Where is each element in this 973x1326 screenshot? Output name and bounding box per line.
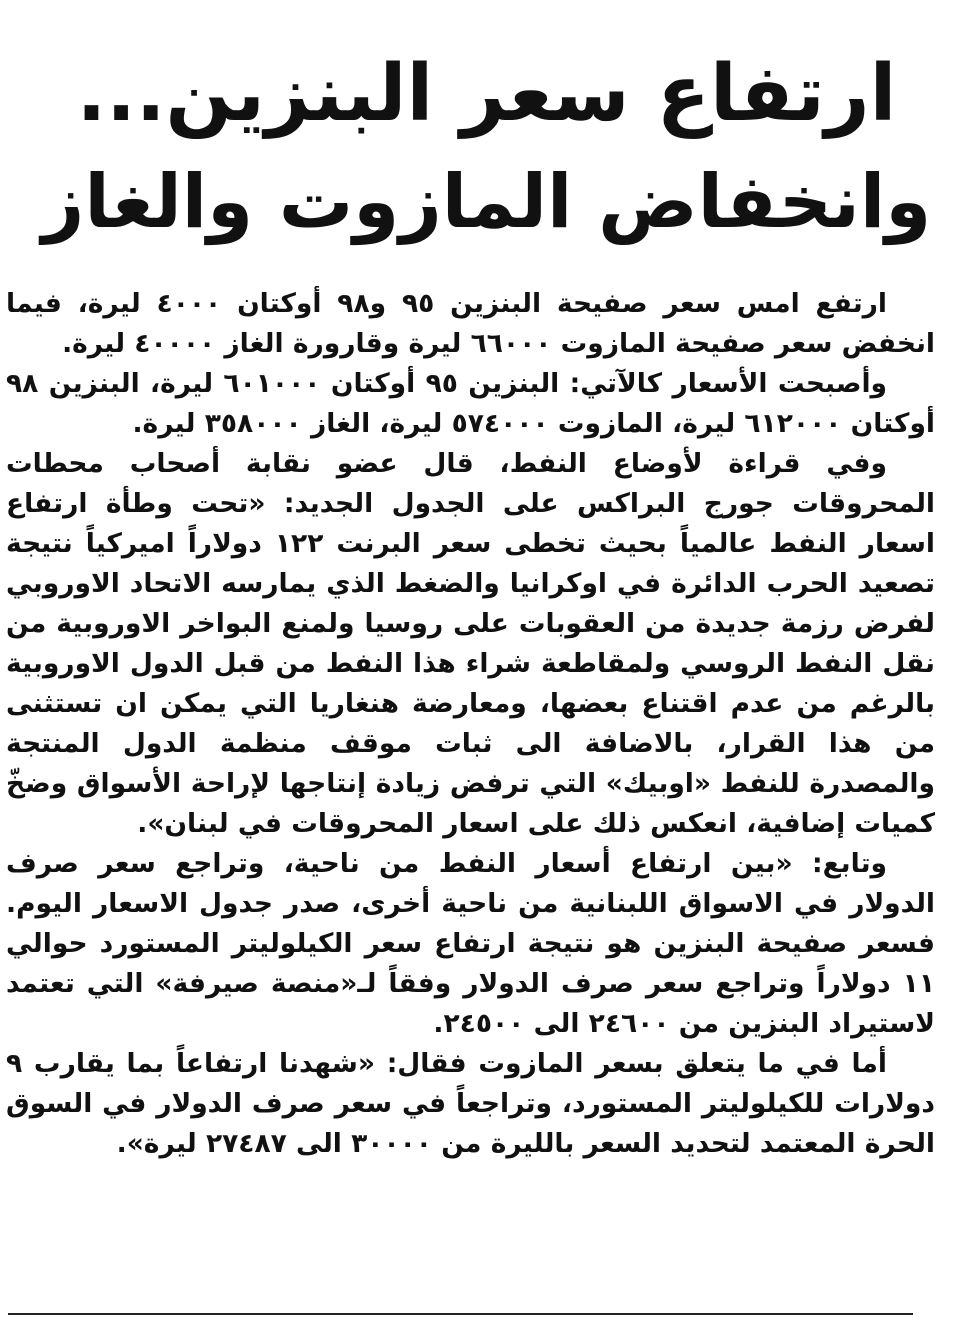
headline-line-1: ارتفاع سعر البنزين... — [76, 49, 897, 139]
body-paragraph-4: وتابع: «بين ارتفاع أسعار النفط من ناحية، وتراجع سعر صرف الدولار في الاسواق اللبنانية من ناحية أخرى، صدر جدول الاسعار اليوم. فسعر صفيحة البنزين هو نتيجة ارتفاع سعر الكيلوليتر المستورد حوالي ١١ دولاراً وتراجع سعر صرف الدولار وفقاً لـ«منصة صيرفة» التي تعتمد لاستيراد البنزين من ٢٤٦٠٠ الى ٢٤٥٠٠. — [6, 848, 935, 1039]
body-paragraph-5: أما في ما يتعلق بسعر المازوت فقال: «شهدنا ارتفاعاً بما يقارب ٩ دولارات للكيلوليتر المستورد، وتراجعاً في سعر صرف الدولار في السوق الحرة المعتمد لتحديد السعر بالليرة من ٣٠٠٠٠ الى ٢٧٤٨٧ ليرة». — [6, 1048, 935, 1159]
article-headline — [40, 40, 933, 270]
headline-line-2: وانخفاض المازوت والغاز — [41, 159, 932, 245]
body-paragraph-1: ارتفع امس سعر صفيحة البنزين ٩٥ و٩٨ أوكتان ٤٠٠٠ ليرة، فيما انخفض سعر صفيحة المازوت ٦٦٠٠٠ ليرة وقارورة الغاز ٤٠٠٠٠ ليرة. — [6, 288, 935, 359]
body-paragraph-2: وأصبحت الأسعار كالآتي: البنزين ٩٥ أوكتان ٦٠١٠٠٠ ليرة، البنزين ٩٨ أوكتان ٦١٢٠٠٠ ليرة، المازوت ٥٧٤٠٠٠ ليرة، الغاز ٣٥٨٠٠٠ ليرة. — [6, 368, 935, 439]
article-body — [6, 284, 935, 1164]
bottom-divider — [8, 1313, 913, 1315]
body-paragraph-3: وفي قراءة لأوضاع النفط، قال عضو نقابة أصحاب محطات المحروقات جورج البراكس على الجدول الجديد: «تحت وطأة ارتفاع اسعار النفط عالمياً بحيث تخطى سعر البرنت ١٢٢ دولاراً اميركياً نتيجة تصعيد الحرب الدائرة في اوكرانيا والضغط الذي يمارسه الاتحاد الاوروبي لفرض رزمة جديدة من العقوبات على روسيا ولمنع البواخر الاوروبية من نقل النفط الروسي ولمقاطعة شراء هذا النفط من قبل الدول الاوروبية بالرغم من عدم اقتناع بعضها، ومعارضة هنغاريا التي يمكن ان تستثنى من هذا القرار، بالاضافة الى ثبات موقف منظمة الدول المنتجة والمصدرة للنفط «اوبيك» التي ترفض زيادة إنتاجها لإراحة الأسواق وضخّ كميات إضافية، انعكس ذلك على اسعار المحروقات في لبنان». — [6, 448, 935, 839]
